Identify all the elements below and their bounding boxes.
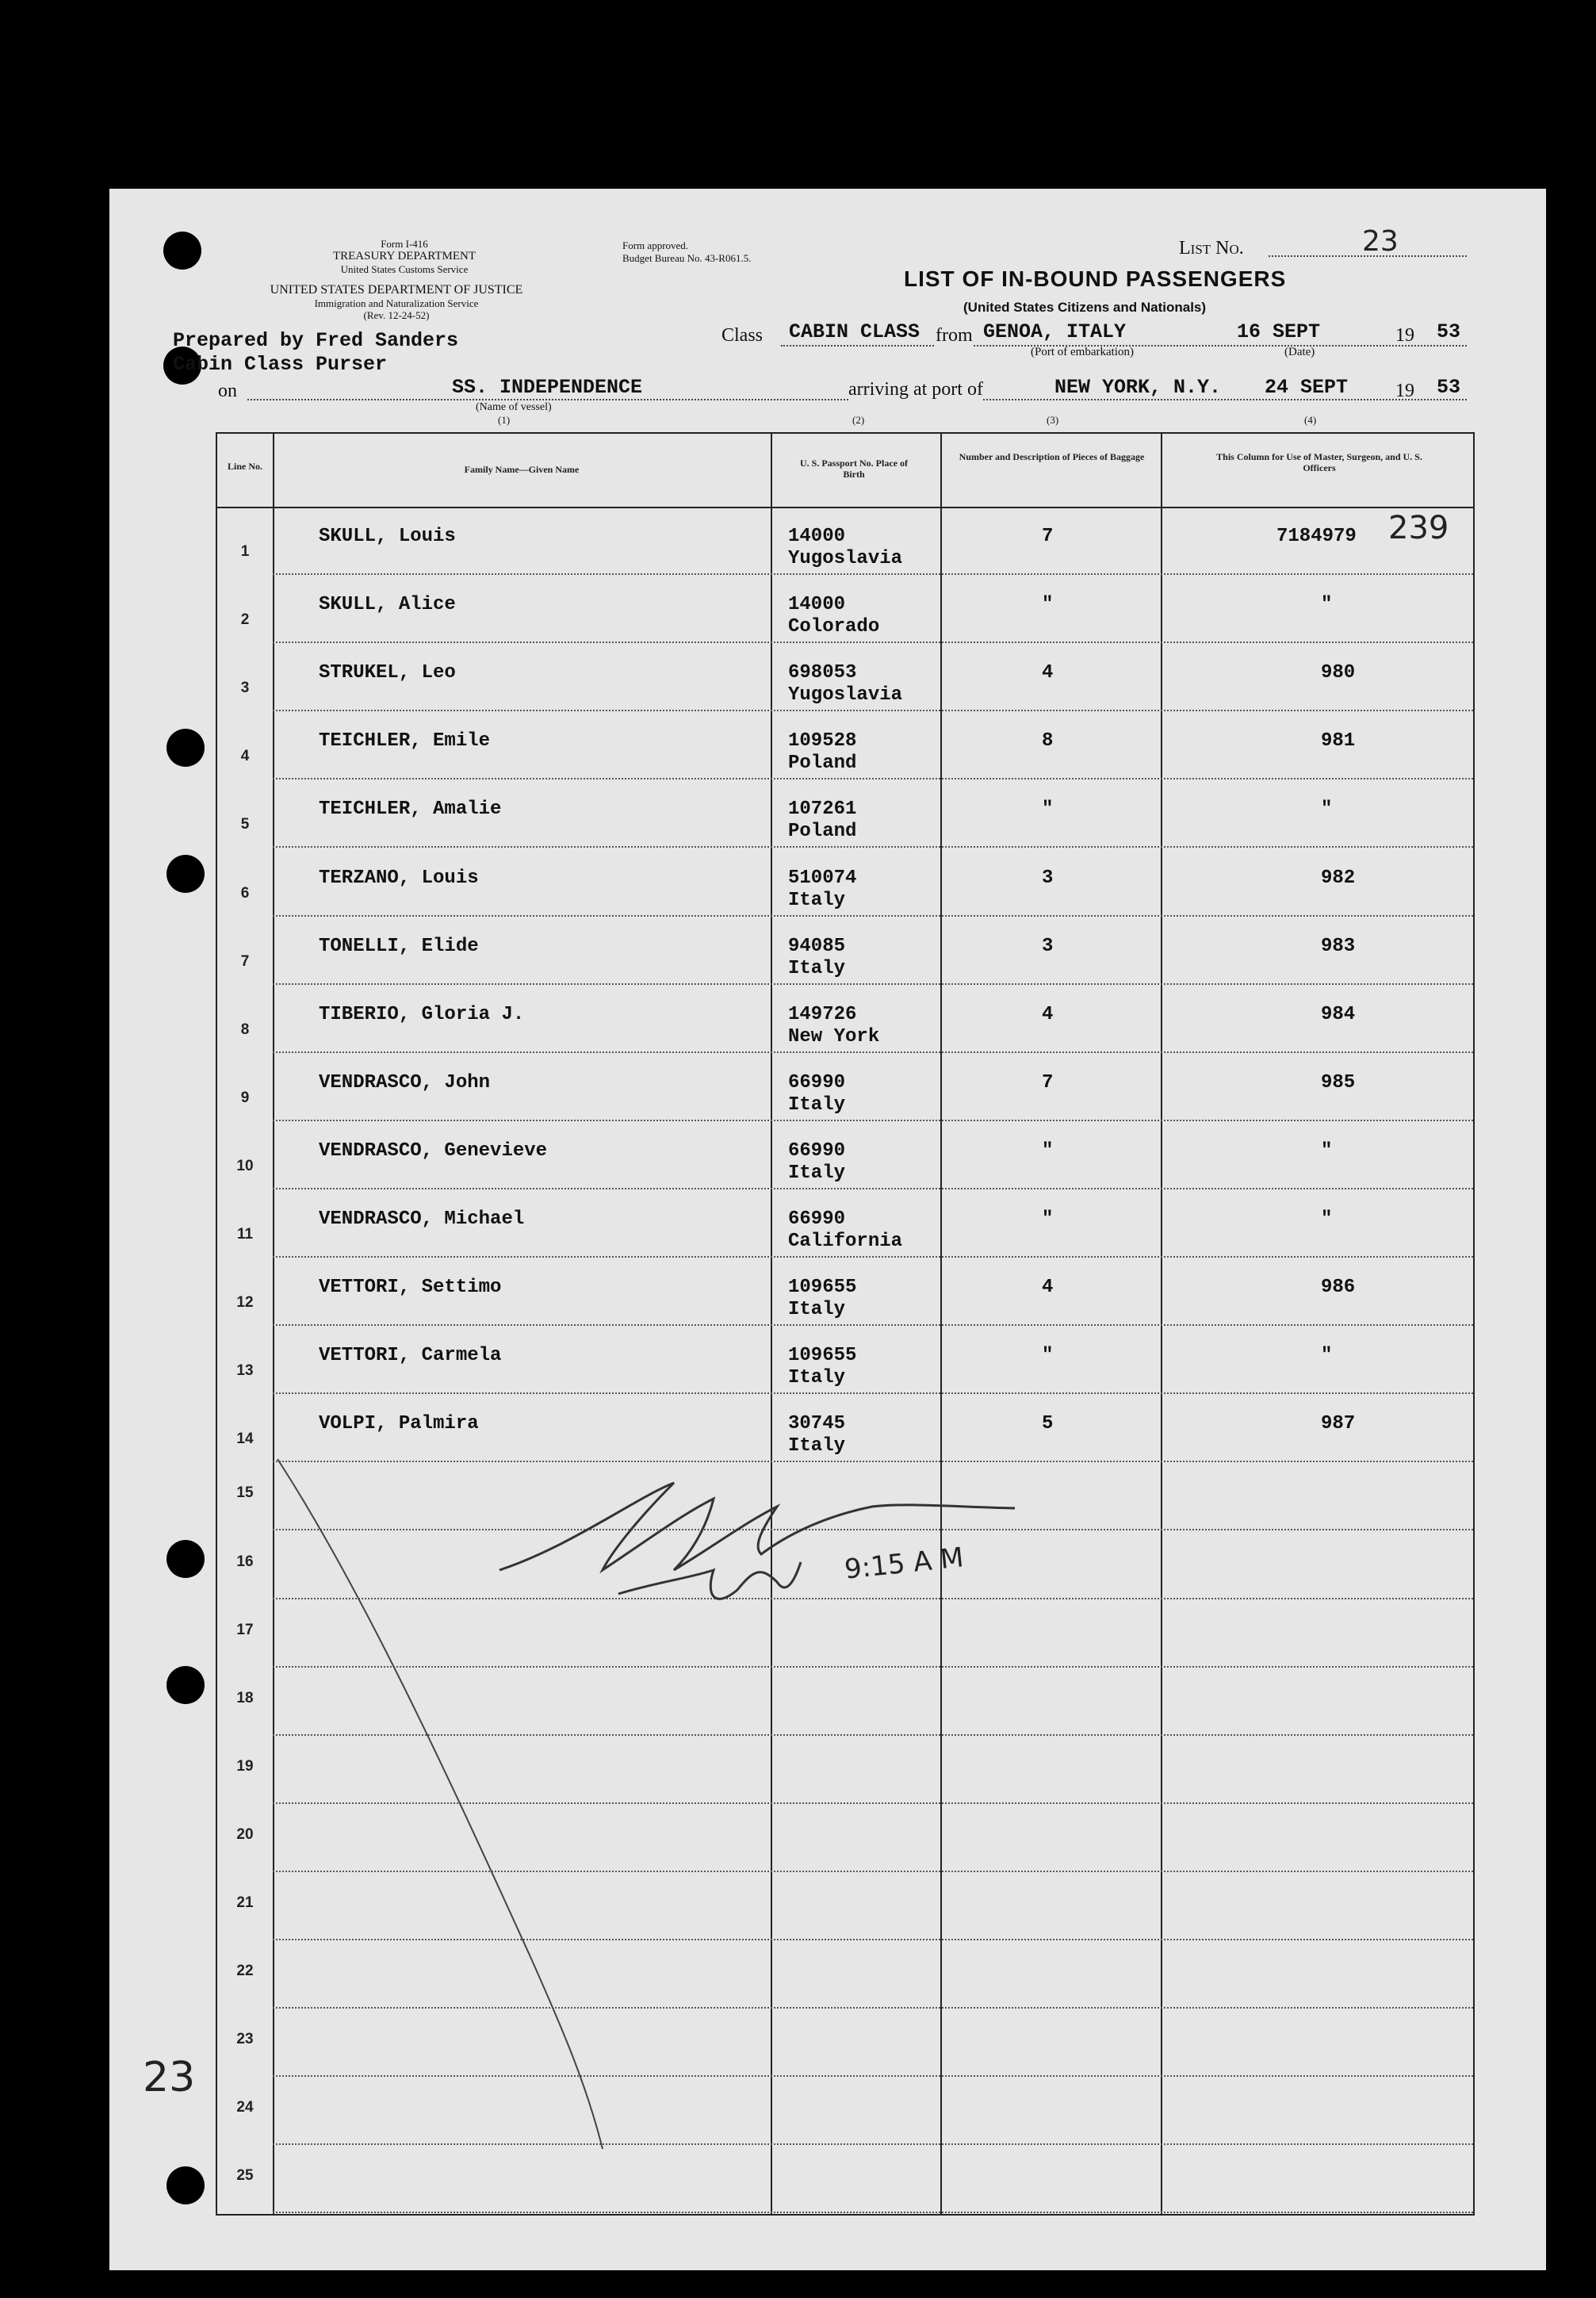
baggage-count: 4 [1042,662,1054,684]
baggage-count: 3 [1042,867,1054,889]
line-number: 3 [240,680,250,697]
diagonal-pencil-line [270,1451,634,2165]
budget-bureau: Budget Bureau No. 43-R061.5. [622,252,752,264]
baggage-count: " [1042,1139,1054,1162]
punch-hole [163,232,201,270]
officer-number: 980 [1321,662,1356,684]
table-row [217,1258,1473,1326]
row-rule [273,2212,1473,2213]
officer-number: 983 [1321,935,1356,957]
date-value: 16 SEPT [1237,320,1321,343]
passenger-name: TONELLI, Elide [319,935,479,957]
passenger-name: VOLPI, Palmira [319,1413,479,1435]
line-number: 24 [236,2099,254,2116]
list-no-label: List No. [1179,238,1244,259]
vessel-value: SS. INDEPENDENCE [452,376,643,399]
port-value: GENOA, ITALY [983,320,1127,343]
line-number: 10 [236,1157,254,1174]
passport-number: 66990 [788,1139,846,1162]
line-number: 18 [236,1689,254,1706]
place-of-birth: New York [788,1025,880,1048]
arrival-year-prefix: 19 [1395,381,1414,401]
treasury-dept: TREASURY DEPARTMENT [332,250,477,262]
line-number: 22 [236,1963,254,1980]
vessel-caption: (Name of vessel) [476,401,552,413]
handwritten-number: 239 [1388,510,1449,546]
page-subtitle: (United States Citizens and Nationals) [963,300,1207,315]
line-number: 21 [236,1894,254,1911]
col-header-baggage: Number and Description of Pieces of Baggage [959,451,1145,462]
col-header-name: Family Name—Given Name [464,464,580,475]
line-number: 25 [236,2167,254,2185]
baggage-count: " [1042,594,1054,616]
baggage-count: 5 [1042,1413,1054,1435]
passenger-name: VENDRASCO, Genevieve [319,1139,548,1162]
officer-number: 985 [1321,1071,1356,1093]
line-number: 15 [236,1484,254,1502]
baggage-count: 8 [1042,730,1054,753]
table-row [217,575,1473,643]
passport-number: 107261 [788,799,857,821]
line-number: 9 [240,1089,250,1106]
punch-hole [166,855,205,893]
table-row [217,985,1473,1053]
arrival-year: 53 [1437,376,1461,399]
table-row [217,1189,1473,1258]
line-number: 2 [240,611,250,629]
baggage-count: 7 [1042,526,1054,547]
table-row [217,1326,1473,1394]
place-of-birth: Colorado [788,616,880,638]
line-number: 5 [240,816,250,833]
date-caption: (Date) [1284,346,1315,358]
place-of-birth: California [788,1231,903,1252]
year-value: 53 [1437,320,1461,343]
officer-number: 7184979 [1276,526,1357,547]
vessel-num: (1) [498,414,511,426]
place-of-birth: Poland [788,753,857,775]
line-number: 19 [236,1757,254,1775]
table-row [217,643,1473,711]
baggage-count: 4 [1042,1277,1054,1299]
passenger-name: VETTORI, Carmela [319,1345,502,1367]
passport-number: 149726 [788,1003,857,1025]
from-label: from [936,325,973,346]
baggage-count: " [1042,799,1054,821]
table-row [217,917,1473,985]
officer-number: " [1321,1208,1333,1230]
baggage-count: " [1042,1345,1054,1367]
officer-number: 986 [1321,1277,1356,1299]
place-of-birth: Poland [788,821,857,843]
col-num-2: (2) [852,414,865,426]
passenger-name: TEICHLER, Amalie [319,799,502,821]
officer-number: 984 [1321,1003,1356,1025]
arrival-port: NEW YORK, N.Y. [1054,376,1222,399]
line-number: 17 [236,1621,254,1638]
passenger-name: SKULL, Alice [319,594,456,616]
place-of-birth: Italy [788,1435,846,1457]
punch-hole [166,729,205,767]
passport-number: 94085 [788,935,846,957]
passenger-name: TIBERIO, Gloria J. [319,1003,525,1025]
punch-hole [166,1666,205,1704]
revision: (Rev. 12-24-52) [363,309,430,321]
place-of-birth: Yugoslavia [788,684,903,707]
table-row [217,848,1473,917]
passenger-name: VETTORI, Settimo [319,1277,502,1299]
punch-hole [166,2166,205,2204]
officer-number: 987 [1321,1413,1356,1435]
passenger-name: TERZANO, Louis [319,867,479,889]
line-number: 1 [240,543,250,560]
line-number: 4 [240,748,250,765]
passenger-name: STRUKEL, Leo [319,662,456,684]
officer-number: " [1321,799,1333,821]
baggage-count: 3 [1042,935,1054,957]
arriving-label: arriving at port of [848,379,983,400]
place-of-birth: Italy [788,1093,846,1116]
year-prefix: 19 [1395,325,1414,346]
passport-number: 109655 [788,1277,857,1299]
line-number: 20 [236,1825,254,1843]
place-of-birth: Italy [788,889,846,911]
line-number: 6 [240,884,250,902]
passport-number: 510074 [788,867,857,889]
place-of-birth: Italy [788,1299,846,1321]
baggage-count: " [1042,1208,1054,1230]
margin-note: 23 [143,2054,196,2101]
line-number: 8 [240,1021,250,1038]
passenger-name: SKULL, Louis [319,526,456,547]
passenger-name: VENDRASCO, John [319,1071,491,1093]
officer-number: " [1321,1139,1333,1162]
passenger-name: TEICHLER, Emile [319,730,491,753]
line-number: 13 [236,1362,254,1380]
baggage-count: 4 [1042,1003,1054,1025]
passport-number: 66990 [788,1071,846,1093]
passport-number: 30745 [788,1413,846,1435]
passenger-name: VENDRASCO, Michael [319,1208,525,1230]
place-of-birth: Yugoslavia [788,548,903,569]
ins-service: Immigration and Naturalization Service [314,297,479,309]
handwritten-time: 9:15 A M [843,1542,966,1586]
col-num-3: (3) [1047,414,1059,426]
on-label: on [218,381,237,401]
justice-dept: UNITED STATES DEPARTMENT OF JUSTICE [270,283,523,297]
line-number: 12 [236,1294,254,1312]
list-no-value: 23 [1362,225,1399,258]
col-header-line: Line No. [227,461,262,472]
col-header-officers: This Column for Use of Master, Surgeon, and U. S. Officers [1216,451,1422,473]
passport-number: 14000 [788,594,846,616]
form-number: Form I-416 [381,238,428,250]
arrival-date: 24 SEPT [1265,376,1349,399]
prepared-title: Cabin Class Purser [173,353,388,376]
table-row [217,1121,1473,1189]
passport-number: 109655 [788,1345,857,1367]
passport-number: 14000 [788,526,846,547]
table-row [217,711,1473,779]
line-number: 11 [236,1226,254,1243]
col-header-passport: U. S. Passport No. Place of Birth [800,458,908,480]
prepared-by: Prepared by Fred Sanders [173,329,459,352]
line-number: 23 [236,2031,254,2048]
class-label: Class [721,325,764,346]
line-number: 14 [236,1431,254,1448]
line-number: 16 [236,1553,254,1570]
officer-number: 981 [1321,730,1356,753]
port-caption: (Port of embarkation) [1031,346,1134,358]
place-of-birth: Italy [788,1162,846,1184]
class-value: CABIN CLASS [789,320,920,343]
punch-hole [166,1540,205,1578]
passport-number: 698053 [788,662,857,684]
line-number: 7 [240,952,250,970]
officer-number: 982 [1321,867,1356,889]
table-row [217,779,1473,848]
table-row [217,507,1473,575]
page-title: LIST OF IN-BOUND PASSENGERS [904,266,1287,291]
col-num-4: (4) [1304,414,1317,426]
place-of-birth: Italy [788,1367,846,1389]
baggage-count: 7 [1042,1071,1054,1093]
officer-number: " [1321,1345,1333,1367]
customs-service: United States Customs Service [340,263,469,275]
officer-number: " [1321,594,1333,616]
table-row [217,1053,1473,1121]
form-approved: Form approved. [622,239,689,251]
place-of-birth: Italy [788,957,846,979]
passport-number: 66990 [788,1208,846,1230]
passport-number: 109528 [788,730,857,753]
